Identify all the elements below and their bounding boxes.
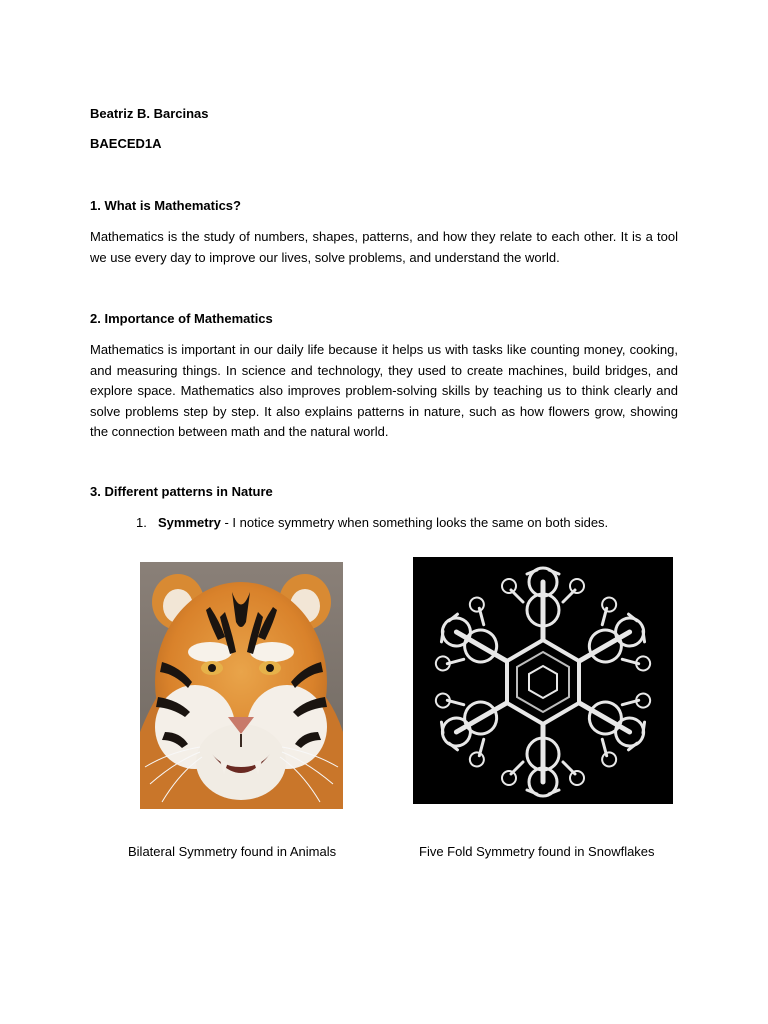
caption-tiger: Bilateral Symmetry found in Animals <box>128 844 337 859</box>
section-code: BAECED1A <box>90 136 162 151</box>
caption-snowflake: Five Fold Symmetry found in Snowflakes <box>419 844 655 859</box>
list-text: - I notice symmetry when something looks the same on both sides. <box>220 515 609 530</box>
list-item-symmetry <box>136 513 608 533</box>
list-number: 1. <box>136 515 147 530</box>
heading-what-is-math: 1. What is Mathematics? <box>90 198 241 213</box>
heading-patterns: 3. Different patterns in Nature <box>90 484 273 499</box>
author-name: Beatriz B. Barcinas <box>90 106 209 121</box>
tiger-image <box>140 562 343 809</box>
list-term: Symmetry <box>158 515 221 530</box>
paragraph-importance: Mathematics is important in our daily life because it helps us with tasks like counting money, cooking, and measuring things. In science and technology, they used to create machines, build bridges, and explore space. Mathematics also improves problem-solving skills by teaching us to think clearly and solve problems step by step. It also explains patterns in nature, such as how flowers grow, showing the connection between math and the natural world. <box>90 342 678 439</box>
heading-importance: 2. Importance of Mathematics <box>90 311 273 326</box>
snowflake-image <box>413 557 673 804</box>
paragraph-what-is-math: Mathematics is the study of numbers, shapes, patterns, and how they relate to each other. It is a tool we use every day to improve our lives, solve problems, and understand the world. <box>90 229 678 265</box>
